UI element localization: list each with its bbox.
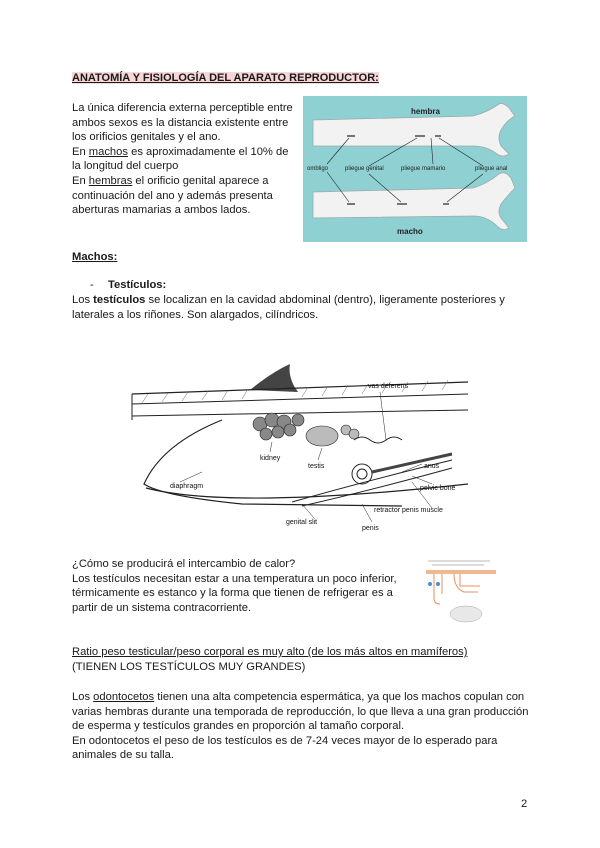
intro-line: los orificios genitales y el ano.: [72, 131, 221, 144]
odonto-line: de esperma y testículos grandes en proporción al tamaño corporal.: [72, 720, 405, 733]
machos-heading: Machos:: [72, 251, 118, 263]
page-number: 2: [521, 798, 528, 810]
intro-line: [72, 145, 302, 160]
whale-sex-diagram: [303, 96, 527, 242]
testiculos-term: testículos: [93, 294, 146, 306]
genital-slit-label: genital slit: [286, 519, 318, 526]
male-label: macho: [397, 227, 423, 236]
page-title-text: ANATOMÍA Y FISIOLOGÍA DEL APARATO REPRODUCTOR:: [72, 72, 379, 84]
intro-text: En: [72, 145, 89, 158]
ratio-section: [72, 645, 532, 674]
male-whale-body: [313, 173, 515, 230]
heat-line: térmicamente es estanco y la forma que tienen de refrigerar es a: [72, 587, 393, 600]
hembras-term: hembras: [88, 174, 133, 187]
intro-paragraph: [72, 101, 302, 218]
anus-label: anus: [424, 463, 440, 470]
intro-line: aberturas mamarias a ambos lados.: [72, 204, 251, 217]
penis-label: penis: [362, 525, 379, 532]
heat-line: Los testículos necesitan estar a una temperatura un poco inferior,: [72, 572, 397, 585]
testiculos-line: laterales a los riñones. Son alargados, cilíndricos.: [72, 308, 319, 321]
mammary-fold-label: pliegue mamario: [401, 166, 446, 172]
ratio-caps: (TIENEN LOS TESTÍCULOS MUY GRANDES): [72, 660, 306, 673]
intro-text: En: [72, 174, 89, 187]
odonto-line: animales de su talla.: [72, 749, 174, 762]
machos-term: machos: [88, 145, 128, 158]
ratio-line: Ratio peso testicular/peso corporal es muy alto (de los más altos en mamíferos): [72, 646, 468, 658]
countercurrent-figure: [420, 558, 500, 628]
vessel-band: [426, 570, 496, 574]
odonto-text: tienen una alta competencia espermática, ya que los machos copulan con: [154, 691, 525, 703]
intro-line: La única diferencia externa perceptible entre: [72, 102, 293, 114]
testiculos-paragraph: [72, 293, 532, 322]
testis-shape: [450, 606, 482, 622]
testiculos-heading: Testículos:: [108, 279, 167, 291]
testiculos-text: Los: [72, 294, 94, 306]
intro-line: la longitud del cuerpo: [72, 160, 179, 173]
intro-text: es aproximadamente el 10% de: [127, 145, 289, 158]
page-title: [72, 72, 379, 84]
heat-line: partir de un sistema contracorriente.: [72, 601, 252, 614]
female-label: hembra: [411, 107, 440, 116]
retractor-muscle-label: retractor penis muscle: [374, 507, 443, 514]
male-anatomy-figure: [122, 364, 474, 532]
intro-line: [72, 174, 302, 189]
odonto-line: varias hembras durante una temporada de reproducción, lo que lleva a una gran producción: [72, 705, 529, 718]
diaphragm-label: diaphragm: [170, 483, 204, 490]
odontocetos-term: odontocetos: [93, 691, 155, 703]
kidney-label: kidney: [260, 455, 281, 462]
pelvic-bone-label: pelvic bone: [420, 485, 456, 492]
intro-line: ambos sexos es la distancia existente entre: [72, 116, 289, 129]
testiculos-line: [72, 293, 532, 308]
male-anatomy-diagram: [122, 364, 474, 532]
vas-deferens-label: vas deferens: [368, 383, 409, 390]
navel-label: ombligo: [307, 166, 329, 172]
genital-fold-label: pliegue genital: [345, 166, 384, 172]
testis-label: testis: [308, 463, 325, 470]
intro-line: continuación del ano y además presenta: [72, 189, 273, 202]
odontocetos-paragraph: [72, 690, 542, 763]
intro-text: el orificio genital aparece a: [132, 174, 269, 187]
whale-sex-figure: [303, 96, 527, 242]
heat-question: ¿Cómo se producirá el intercambio de calor?: [72, 558, 296, 570]
odonto-line: [72, 690, 542, 705]
countercurrent-diagram: [420, 558, 500, 628]
odonto-line: En odontocetos el peso de los testículos es de 7-24 veces mayor de lo esperado para: [72, 734, 498, 747]
odonto-text: Los: [72, 691, 94, 703]
testiculos-text: se localizan en la cavidad abdominal (dentro), ligeramente posteriores y: [145, 294, 505, 306]
anal-fold-label: pliegue anal: [475, 166, 508, 172]
bullet-dash: -: [90, 279, 94, 291]
heat-paragraph: [72, 557, 412, 615]
